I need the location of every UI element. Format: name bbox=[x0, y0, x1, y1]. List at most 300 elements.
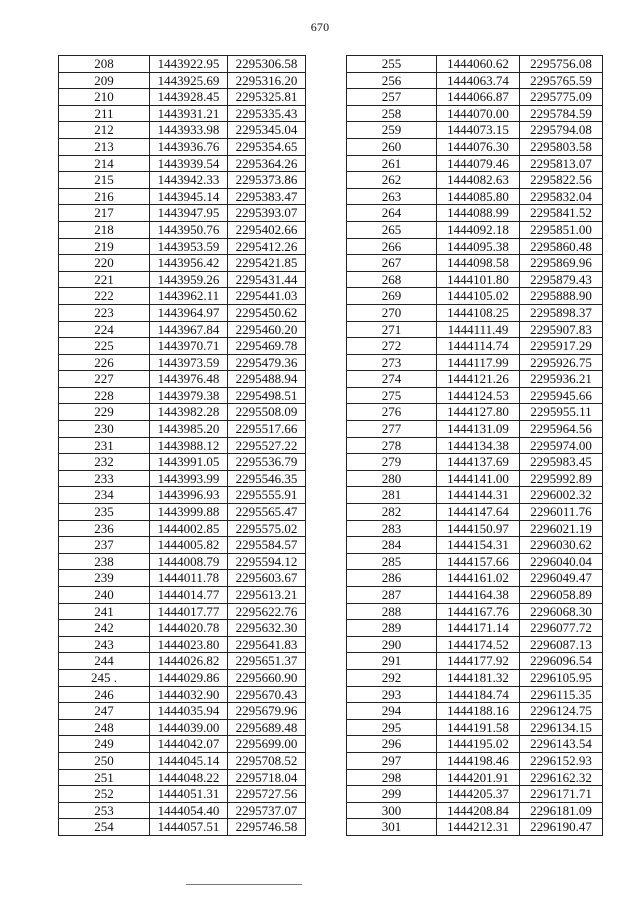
table-row bbox=[347, 719, 603, 736]
x-coordinate-cell: 1444212.31 bbox=[437, 819, 520, 836]
y-coordinate-cell: 2295926.75 bbox=[520, 354, 603, 371]
y-coordinate-cell: 2295992.89 bbox=[520, 470, 603, 487]
point-number-cell: 253 bbox=[59, 802, 150, 819]
point-number-cell: 235 bbox=[59, 504, 150, 521]
coordinate-table-left bbox=[58, 55, 306, 836]
y-coordinate-cell: 2295460.20 bbox=[228, 321, 306, 338]
point-number-cell: 285 bbox=[347, 553, 437, 570]
table-row bbox=[347, 520, 603, 537]
table-row bbox=[347, 786, 603, 803]
y-coordinate-cell: 2295373.86 bbox=[228, 172, 306, 189]
x-coordinate-cell: 1444208.84 bbox=[437, 802, 520, 819]
x-coordinate-cell: 1444066.87 bbox=[437, 89, 520, 106]
point-number-cell: 244 bbox=[59, 653, 150, 670]
table-row bbox=[347, 487, 603, 504]
y-coordinate-cell: 2295917.29 bbox=[520, 338, 603, 355]
y-coordinate-cell: 2295431.44 bbox=[228, 271, 306, 288]
table-row bbox=[347, 105, 603, 122]
point-number-cell: 299 bbox=[347, 786, 437, 803]
table-row bbox=[347, 338, 603, 355]
table-row bbox=[347, 653, 603, 670]
y-coordinate-cell: 2296134.15 bbox=[520, 719, 603, 736]
table-row bbox=[59, 736, 306, 753]
point-number-cell: 298 bbox=[347, 769, 437, 786]
y-coordinate-cell: 2296040.04 bbox=[520, 553, 603, 570]
table-row bbox=[347, 205, 603, 222]
table-row bbox=[59, 454, 306, 471]
x-coordinate-cell: 1444150.97 bbox=[437, 520, 520, 537]
x-coordinate-cell: 1444144.31 bbox=[437, 487, 520, 504]
table-row bbox=[59, 686, 306, 703]
table-row bbox=[347, 321, 603, 338]
y-coordinate-cell: 2295708.52 bbox=[228, 752, 306, 769]
y-coordinate-cell: 2295345.04 bbox=[228, 122, 306, 139]
point-number-cell: 230 bbox=[59, 421, 150, 438]
y-coordinate-cell: 2295575.02 bbox=[228, 520, 306, 537]
x-coordinate-cell: 1443928.45 bbox=[150, 89, 228, 106]
y-coordinate-cell: 2295907.83 bbox=[520, 321, 603, 338]
x-coordinate-cell: 1443962.11 bbox=[150, 288, 228, 305]
point-number-cell: 286 bbox=[347, 570, 437, 587]
table-row bbox=[59, 752, 306, 769]
x-coordinate-cell: 1444057.51 bbox=[150, 819, 228, 836]
y-coordinate-cell: 2295393.07 bbox=[228, 205, 306, 222]
table-row bbox=[59, 221, 306, 238]
y-coordinate-cell: 2295632.30 bbox=[228, 620, 306, 637]
y-coordinate-cell: 2295841.52 bbox=[520, 205, 603, 222]
point-number-cell: 217 bbox=[59, 205, 150, 222]
table-row bbox=[59, 138, 306, 155]
x-coordinate-cell: 1443945.14 bbox=[150, 188, 228, 205]
x-coordinate-cell: 1444085.80 bbox=[437, 188, 520, 205]
point-number-cell: 259 bbox=[347, 122, 437, 139]
table-row bbox=[59, 172, 306, 189]
x-coordinate-cell: 1444131.09 bbox=[437, 421, 520, 438]
x-coordinate-cell: 1444002.85 bbox=[150, 520, 228, 537]
x-coordinate-cell: 1444141.00 bbox=[437, 470, 520, 487]
y-coordinate-cell: 2295660.90 bbox=[228, 669, 306, 686]
table-row bbox=[59, 304, 306, 321]
table-row bbox=[59, 786, 306, 803]
y-coordinate-cell: 2295498.51 bbox=[228, 387, 306, 404]
x-coordinate-cell: 1443939.54 bbox=[150, 155, 228, 172]
table-row bbox=[59, 371, 306, 388]
table-row bbox=[347, 686, 603, 703]
x-coordinate-cell: 1443982.28 bbox=[150, 404, 228, 421]
point-number-cell: 280 bbox=[347, 470, 437, 487]
table-row bbox=[347, 387, 603, 404]
x-coordinate-cell: 1444098.58 bbox=[437, 255, 520, 272]
table-row bbox=[59, 769, 306, 786]
table-row bbox=[59, 255, 306, 272]
x-coordinate-cell: 1444184.74 bbox=[437, 686, 520, 703]
x-coordinate-cell: 1443991.05 bbox=[150, 454, 228, 471]
y-coordinate-cell: 2295936.21 bbox=[520, 371, 603, 388]
x-coordinate-cell: 1444147.64 bbox=[437, 504, 520, 521]
x-coordinate-cell: 1444124.53 bbox=[437, 387, 520, 404]
point-number-cell: 214 bbox=[59, 155, 150, 172]
y-coordinate-cell: 2295450.62 bbox=[228, 304, 306, 321]
x-coordinate-cell: 1444111.49 bbox=[437, 321, 520, 338]
y-coordinate-cell: 2295488.94 bbox=[228, 371, 306, 388]
point-number-cell: 266 bbox=[347, 238, 437, 255]
point-number-cell: 233 bbox=[59, 470, 150, 487]
table-row bbox=[59, 587, 306, 604]
point-number-cell: 211 bbox=[59, 105, 150, 122]
point-number-cell: 224 bbox=[59, 321, 150, 338]
point-number-cell: 229 bbox=[59, 404, 150, 421]
x-coordinate-cell: 1444011.78 bbox=[150, 570, 228, 587]
table-row bbox=[59, 404, 306, 421]
table-row bbox=[347, 304, 603, 321]
x-coordinate-cell: 1444079.46 bbox=[437, 155, 520, 172]
y-coordinate-cell: 2295718.04 bbox=[228, 769, 306, 786]
point-number-cell: 262 bbox=[347, 172, 437, 189]
point-number-cell: 256 bbox=[347, 72, 437, 89]
table-row bbox=[59, 155, 306, 172]
table-row bbox=[347, 603, 603, 620]
y-coordinate-cell: 2295325.81 bbox=[228, 89, 306, 106]
y-coordinate-cell: 2295832.04 bbox=[520, 188, 603, 205]
point-number-cell: 258 bbox=[347, 105, 437, 122]
x-coordinate-cell: 1444076.30 bbox=[437, 138, 520, 155]
point-number-cell: 289 bbox=[347, 620, 437, 637]
x-coordinate-cell: 1444188.16 bbox=[437, 703, 520, 720]
point-number-cell: 208 bbox=[59, 56, 150, 73]
y-coordinate-cell: 2295888.90 bbox=[520, 288, 603, 305]
y-coordinate-cell: 2295974.00 bbox=[520, 437, 603, 454]
x-coordinate-cell: 1444008.79 bbox=[150, 553, 228, 570]
x-coordinate-cell: 1443993.99 bbox=[150, 470, 228, 487]
point-number-cell: 218 bbox=[59, 221, 150, 238]
point-number-cell: 249 bbox=[59, 736, 150, 753]
table-row bbox=[347, 354, 603, 371]
coordinate-table-right bbox=[346, 55, 603, 836]
point-number-cell: 228 bbox=[59, 387, 150, 404]
y-coordinate-cell: 2295822.56 bbox=[520, 172, 603, 189]
point-number-cell: 276 bbox=[347, 404, 437, 421]
y-coordinate-cell: 2295803.58 bbox=[520, 138, 603, 155]
table-row bbox=[347, 537, 603, 554]
point-number-cell: 223 bbox=[59, 304, 150, 321]
point-number-cell: 213 bbox=[59, 138, 150, 155]
y-coordinate-cell: 2295727.56 bbox=[228, 786, 306, 803]
y-coordinate-cell: 2296030.62 bbox=[520, 537, 603, 554]
y-coordinate-cell: 2295784.59 bbox=[520, 105, 603, 122]
x-coordinate-cell: 1444157.66 bbox=[437, 553, 520, 570]
y-coordinate-cell: 2295536.79 bbox=[228, 454, 306, 471]
y-coordinate-cell: 2295565.47 bbox=[228, 504, 306, 521]
point-number-cell: 263 bbox=[347, 188, 437, 205]
x-coordinate-cell: 1443953.59 bbox=[150, 238, 228, 255]
x-coordinate-cell: 1444073.15 bbox=[437, 122, 520, 139]
x-coordinate-cell: 1444108.25 bbox=[437, 304, 520, 321]
y-coordinate-cell: 2296058.89 bbox=[520, 587, 603, 604]
point-number-cell: 250 bbox=[59, 752, 150, 769]
point-number-cell: 291 bbox=[347, 653, 437, 670]
y-coordinate-cell: 2296049.47 bbox=[520, 570, 603, 587]
point-number-cell: 242 bbox=[59, 620, 150, 637]
x-coordinate-cell: 1444060.62 bbox=[437, 56, 520, 73]
y-coordinate-cell: 2295412.26 bbox=[228, 238, 306, 255]
table-row bbox=[59, 669, 306, 686]
point-number-cell: 282 bbox=[347, 504, 437, 521]
x-coordinate-cell: 1443979.38 bbox=[150, 387, 228, 404]
point-number-cell: 212 bbox=[59, 122, 150, 139]
point-number-cell: 295 bbox=[347, 719, 437, 736]
table-row bbox=[347, 819, 603, 836]
table-row bbox=[347, 155, 603, 172]
table-row bbox=[59, 819, 306, 836]
table-row bbox=[59, 470, 306, 487]
y-coordinate-cell: 2296077.72 bbox=[520, 620, 603, 637]
y-coordinate-cell: 2295964.56 bbox=[520, 421, 603, 438]
y-coordinate-cell: 2295622.76 bbox=[228, 603, 306, 620]
x-coordinate-cell: 1444171.14 bbox=[437, 620, 520, 637]
point-number-cell: 269 bbox=[347, 288, 437, 305]
table-row bbox=[59, 620, 306, 637]
table-row bbox=[59, 437, 306, 454]
page-number: 670 bbox=[310, 20, 330, 34]
table-row bbox=[59, 520, 306, 537]
table-row bbox=[347, 138, 603, 155]
point-number-cell: 255 bbox=[347, 56, 437, 73]
table-row bbox=[347, 288, 603, 305]
x-coordinate-cell: 1444023.80 bbox=[150, 636, 228, 653]
y-coordinate-cell: 2296181.09 bbox=[520, 802, 603, 819]
x-coordinate-cell: 1444167.76 bbox=[437, 603, 520, 620]
table-row bbox=[347, 172, 603, 189]
table-row bbox=[347, 504, 603, 521]
table-row bbox=[347, 454, 603, 471]
point-number-cell: 272 bbox=[347, 338, 437, 355]
x-coordinate-cell: 1444032.90 bbox=[150, 686, 228, 703]
point-number-cell: 247 bbox=[59, 703, 150, 720]
x-coordinate-cell: 1444205.37 bbox=[437, 786, 520, 803]
y-coordinate-cell: 2296011.76 bbox=[520, 504, 603, 521]
table-row bbox=[347, 421, 603, 438]
table-row bbox=[347, 769, 603, 786]
point-number-cell: 243 bbox=[59, 636, 150, 653]
x-coordinate-cell: 1444035.94 bbox=[150, 703, 228, 720]
table-row bbox=[347, 122, 603, 139]
x-coordinate-cell: 1444039.00 bbox=[150, 719, 228, 736]
table-row bbox=[347, 221, 603, 238]
y-coordinate-cell: 2295679.96 bbox=[228, 703, 306, 720]
point-number-cell: 264 bbox=[347, 205, 437, 222]
x-coordinate-cell: 1444174.52 bbox=[437, 636, 520, 653]
table-row bbox=[59, 603, 306, 620]
table-row bbox=[59, 387, 306, 404]
y-coordinate-cell: 2295584.57 bbox=[228, 537, 306, 554]
x-coordinate-cell: 1444137.69 bbox=[437, 454, 520, 471]
x-coordinate-cell: 1444181.32 bbox=[437, 669, 520, 686]
y-coordinate-cell: 2295699.00 bbox=[228, 736, 306, 753]
point-number-cell: 261 bbox=[347, 155, 437, 172]
table-row bbox=[347, 437, 603, 454]
point-number-cell: 270 bbox=[347, 304, 437, 321]
x-coordinate-cell: 1444026.82 bbox=[150, 653, 228, 670]
y-coordinate-cell: 2295851.00 bbox=[520, 221, 603, 238]
x-coordinate-cell: 1444048.22 bbox=[150, 769, 228, 786]
point-number-cell: 277 bbox=[347, 421, 437, 438]
table-row bbox=[59, 205, 306, 222]
point-number-cell: 215 bbox=[59, 172, 150, 189]
y-coordinate-cell: 2295746.58 bbox=[228, 819, 306, 836]
x-coordinate-cell: 1444161.02 bbox=[437, 570, 520, 587]
point-number-cell: 257 bbox=[347, 89, 437, 106]
table-row bbox=[347, 470, 603, 487]
x-coordinate-cell: 1444201.91 bbox=[437, 769, 520, 786]
x-coordinate-cell: 1444014.77 bbox=[150, 587, 228, 604]
y-coordinate-cell: 2295983.45 bbox=[520, 454, 603, 471]
point-number-cell: 237 bbox=[59, 537, 150, 554]
table-row bbox=[59, 72, 306, 89]
point-number-cell: 236 bbox=[59, 520, 150, 537]
table-row bbox=[59, 56, 306, 73]
y-coordinate-cell: 2295508.09 bbox=[228, 404, 306, 421]
table-row bbox=[59, 653, 306, 670]
table-row bbox=[347, 255, 603, 272]
x-coordinate-cell: 1444121.26 bbox=[437, 371, 520, 388]
table-row bbox=[59, 188, 306, 205]
x-coordinate-cell: 1443956.42 bbox=[150, 255, 228, 272]
y-coordinate-cell: 2295469.78 bbox=[228, 338, 306, 355]
x-coordinate-cell: 1444070.00 bbox=[437, 105, 520, 122]
table-row bbox=[59, 105, 306, 122]
table-row bbox=[347, 587, 603, 604]
y-coordinate-cell: 2295383.47 bbox=[228, 188, 306, 205]
y-coordinate-cell: 2295813.07 bbox=[520, 155, 603, 172]
point-number-cell: 227 bbox=[59, 371, 150, 388]
y-coordinate-cell: 2295421.85 bbox=[228, 255, 306, 272]
y-coordinate-cell: 2295364.26 bbox=[228, 155, 306, 172]
y-coordinate-cell: 2295945.66 bbox=[520, 387, 603, 404]
x-coordinate-cell: 1443970.71 bbox=[150, 338, 228, 355]
point-number-cell: 225 bbox=[59, 338, 150, 355]
point-number-cell: 287 bbox=[347, 587, 437, 604]
point-number-cell: 219 bbox=[59, 238, 150, 255]
y-coordinate-cell: 2295441.03 bbox=[228, 288, 306, 305]
point-number-cell: 260 bbox=[347, 138, 437, 155]
x-coordinate-cell: 1443976.48 bbox=[150, 371, 228, 388]
x-coordinate-cell: 1443967.84 bbox=[150, 321, 228, 338]
point-number-cell: 265 bbox=[347, 221, 437, 238]
x-coordinate-cell: 1443959.26 bbox=[150, 271, 228, 288]
y-coordinate-cell: 2295794.08 bbox=[520, 122, 603, 139]
table-row bbox=[59, 89, 306, 106]
table-row bbox=[59, 238, 306, 255]
y-coordinate-cell: 2295316.20 bbox=[228, 72, 306, 89]
x-coordinate-cell: 1444195.02 bbox=[437, 736, 520, 753]
table-row bbox=[347, 56, 603, 73]
table-row bbox=[59, 487, 306, 504]
point-number-cell: 216 bbox=[59, 188, 150, 205]
y-coordinate-cell: 2295479.36 bbox=[228, 354, 306, 371]
table-row bbox=[347, 703, 603, 720]
table-row bbox=[59, 288, 306, 305]
table-row bbox=[347, 371, 603, 388]
table-row bbox=[59, 354, 306, 371]
x-coordinate-cell: 1443964.97 bbox=[150, 304, 228, 321]
point-number-cell: 290 bbox=[347, 636, 437, 653]
table-row bbox=[59, 570, 306, 587]
y-coordinate-cell: 2295527.22 bbox=[228, 437, 306, 454]
point-number-cell: 288 bbox=[347, 603, 437, 620]
table-row bbox=[347, 802, 603, 819]
table-row bbox=[59, 802, 306, 819]
point-number-cell: 251 bbox=[59, 769, 150, 786]
point-number-cell: 246 bbox=[59, 686, 150, 703]
point-number-cell: 240 bbox=[59, 587, 150, 604]
table-row bbox=[59, 719, 306, 736]
x-coordinate-cell: 1444020.78 bbox=[150, 620, 228, 637]
x-coordinate-cell: 1444114.74 bbox=[437, 338, 520, 355]
x-coordinate-cell: 1443925.69 bbox=[150, 72, 228, 89]
y-coordinate-cell: 2295594.12 bbox=[228, 553, 306, 570]
y-coordinate-cell: 2296143.54 bbox=[520, 736, 603, 753]
table-row bbox=[59, 636, 306, 653]
table-row bbox=[59, 703, 306, 720]
y-coordinate-cell: 2296152.93 bbox=[520, 752, 603, 769]
table-row bbox=[347, 669, 603, 686]
x-coordinate-cell: 1444005.82 bbox=[150, 537, 228, 554]
point-number-cell: 241 bbox=[59, 603, 150, 620]
point-number-cell: 239 bbox=[59, 570, 150, 587]
y-coordinate-cell: 2296105.95 bbox=[520, 669, 603, 686]
point-number-cell: 279 bbox=[347, 454, 437, 471]
table-row bbox=[59, 122, 306, 139]
y-coordinate-cell: 2296171.71 bbox=[520, 786, 603, 803]
table-row bbox=[347, 89, 603, 106]
x-coordinate-cell: 1443933.98 bbox=[150, 122, 228, 139]
x-coordinate-cell: 1444029.86 bbox=[150, 669, 228, 686]
point-number-cell: 281 bbox=[347, 487, 437, 504]
table-row bbox=[347, 188, 603, 205]
y-coordinate-cell: 2295641.83 bbox=[228, 636, 306, 653]
x-coordinate-cell: 1443973.59 bbox=[150, 354, 228, 371]
table-row bbox=[59, 537, 306, 554]
point-number-cell: 232 bbox=[59, 454, 150, 471]
table-row bbox=[59, 553, 306, 570]
x-coordinate-cell: 1444092.18 bbox=[437, 221, 520, 238]
x-coordinate-cell: 1444164.38 bbox=[437, 587, 520, 604]
x-coordinate-cell: 1443999.88 bbox=[150, 504, 228, 521]
x-coordinate-cell: 1444063.74 bbox=[437, 72, 520, 89]
table-row bbox=[347, 736, 603, 753]
x-coordinate-cell: 1444127.80 bbox=[437, 404, 520, 421]
y-coordinate-cell: 2296124.75 bbox=[520, 703, 603, 720]
y-coordinate-cell: 2295955.11 bbox=[520, 404, 603, 421]
y-coordinate-cell: 2295765.59 bbox=[520, 72, 603, 89]
point-number-cell: 273 bbox=[347, 354, 437, 371]
table-row bbox=[59, 321, 306, 338]
x-coordinate-cell: 1444117.99 bbox=[437, 354, 520, 371]
point-number-cell: 301 bbox=[347, 819, 437, 836]
point-number-cell: 292 bbox=[347, 669, 437, 686]
point-number-cell: 268 bbox=[347, 271, 437, 288]
x-coordinate-cell: 1444051.31 bbox=[150, 786, 228, 803]
point-number-cell: 283 bbox=[347, 520, 437, 537]
footer-rule bbox=[186, 884, 302, 885]
y-coordinate-cell: 2295354.65 bbox=[228, 138, 306, 155]
y-coordinate-cell: 2295737.07 bbox=[228, 802, 306, 819]
x-coordinate-cell: 1444191.58 bbox=[437, 719, 520, 736]
y-coordinate-cell: 2295402.66 bbox=[228, 221, 306, 238]
table-row bbox=[59, 271, 306, 288]
point-number-cell: 252 bbox=[59, 786, 150, 803]
table-row bbox=[59, 504, 306, 521]
